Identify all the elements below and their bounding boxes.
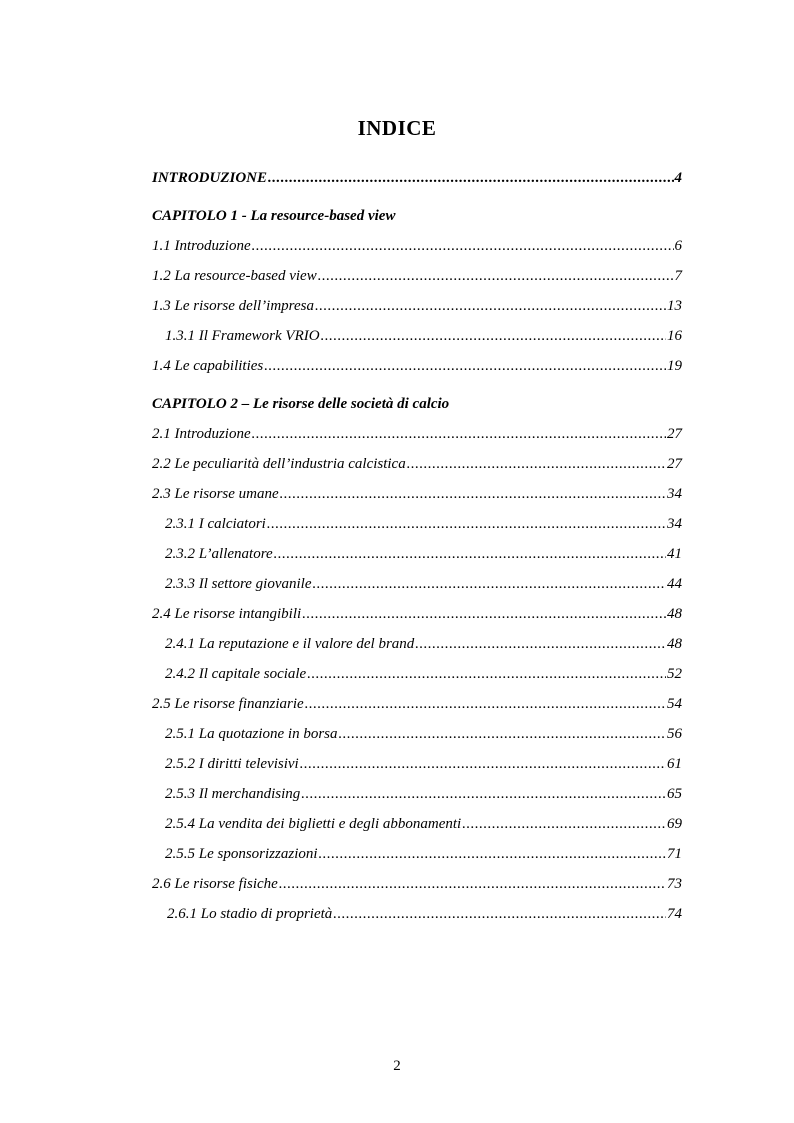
toc-entry-page: 44: [667, 576, 682, 592]
dot-leader: [333, 906, 666, 923]
dot-leader: [268, 170, 673, 187]
toc-entry[interactable]: [152, 268, 682, 298]
toc-chapter-1-heading[interactable]: [152, 208, 682, 238]
toc-entry-label: 1.3 Le risorse dell’impresa: [152, 298, 314, 314]
toc-entry-page: 16: [667, 328, 682, 344]
toc-entry-label: 2.6 Le risorse fisiche: [152, 876, 278, 892]
toc-entry-page: 13: [667, 298, 682, 314]
toc-entry-page: 54: [667, 696, 682, 712]
toc-entry[interactable]: [152, 546, 682, 576]
toc-entry[interactable]: [152, 516, 682, 546]
toc-entry-label: INTRODUZIONE: [152, 170, 268, 186]
dot-leader: [264, 358, 666, 375]
toc-entry[interactable]: [152, 456, 682, 486]
toc-entry-label: CAPITOLO 1 - La resource-based view: [152, 208, 396, 224]
toc-entry-page: 71: [667, 846, 682, 862]
dot-leader: [321, 328, 666, 345]
toc-entry-page: 4: [674, 170, 682, 186]
toc-entry-page: 48: [667, 636, 682, 652]
toc-entry-page: 27: [667, 426, 682, 442]
dot-leader: [274, 546, 666, 563]
toc-entry-page: 61: [667, 756, 682, 772]
toc-entry-label: 2.4.1 La reputazione e il valore del brand: [165, 636, 415, 652]
toc-entry[interactable]: [152, 328, 682, 358]
toc-entry[interactable]: [152, 298, 682, 328]
toc-entry-label: 1.2 La resource-based view: [152, 268, 317, 284]
toc-entry-page: 19: [667, 358, 682, 374]
toc-entry-label: 2.5.4 La vendita dei biglietti e degli abbonamenti: [165, 816, 462, 832]
toc-entry-page: 69: [667, 816, 682, 832]
toc-entry-page: 65: [667, 786, 682, 802]
toc-entry[interactable]: [152, 606, 682, 636]
toc-entry-label: 2.2 Le peculiarità dell’industria calcistica: [152, 456, 406, 472]
dot-leader: [279, 876, 666, 893]
toc-entry-label: 1.3.1 Il Framework VRIO: [165, 328, 320, 344]
toc-entry[interactable]: [152, 906, 682, 936]
dot-leader: [315, 298, 666, 315]
toc-entry[interactable]: [152, 756, 682, 786]
toc-entry[interactable]: [152, 636, 682, 666]
toc-entry-label: 2.5.5 Le sponsorizzazioni: [165, 846, 318, 862]
toc-entry-introduzione[interactable]: [152, 170, 682, 200]
toc-entry-page: 34: [667, 516, 682, 532]
toc-entry-label: 2.3 Le risorse umane: [152, 486, 279, 502]
dot-leader: [313, 576, 667, 593]
toc-entry-label: 2.5.2 I diritti televisivi: [165, 756, 299, 772]
toc-entry-page: 74: [667, 906, 682, 922]
toc-entry[interactable]: [152, 876, 682, 906]
toc-entry-label: 2.3.1 I calciatori: [165, 516, 266, 532]
toc-entry-page: 52: [667, 666, 682, 682]
toc-entry-page: 6: [674, 238, 682, 254]
dot-leader: [462, 816, 666, 833]
dot-leader: [305, 696, 666, 713]
toc-entry-page: 48: [667, 606, 682, 622]
toc-entry-page: 56: [667, 726, 682, 742]
page-number: 2: [393, 1058, 401, 1074]
toc-entry[interactable]: [152, 696, 682, 726]
toc-entry-label: 2.3.2 L’allenatore: [165, 546, 273, 562]
toc-entry[interactable]: [152, 726, 682, 756]
dot-leader: [252, 238, 674, 255]
dot-leader: [407, 456, 666, 473]
toc-entry-page: 7: [674, 268, 682, 284]
toc-entry[interactable]: [152, 238, 682, 268]
toc-entry[interactable]: [152, 846, 682, 876]
toc-entry-label: 2.5.3 Il merchandising: [165, 786, 301, 802]
toc-entry-page: 27: [667, 456, 682, 472]
dot-leader: [301, 786, 666, 803]
dot-leader: [302, 606, 666, 623]
page-title: INDICE: [357, 116, 437, 140]
dot-leader: [319, 846, 666, 863]
toc-entry-label: 2.5 Le risorse finanziarie: [152, 696, 304, 712]
toc-entry-label: 1.1 Introduzione: [152, 238, 251, 254]
toc-entry-label: 1.4 Le capabilities: [152, 358, 264, 374]
toc-entry[interactable]: [152, 576, 682, 606]
dot-leader: [307, 666, 666, 683]
toc-entry[interactable]: [152, 786, 682, 816]
toc-entry-label: 2.4 Le risorse intangibili: [152, 606, 302, 622]
toc-chapter-2-heading[interactable]: [152, 396, 682, 426]
dot-leader: [300, 756, 666, 773]
toc-entry[interactable]: [152, 358, 682, 388]
dot-leader: [415, 636, 666, 653]
dot-leader: [280, 486, 666, 503]
toc-entry-label: 2.1 Introduzione: [152, 426, 251, 442]
toc-entry-label: 2.5.1 La quotazione in borsa: [165, 726, 338, 742]
dot-leader: [252, 426, 666, 443]
toc-entry[interactable]: [152, 666, 682, 696]
toc-entry-label: 2.3.3 Il settore giovanile: [165, 576, 312, 592]
toc-entry-label: 2.6.1 Lo stadio di proprietà: [167, 906, 333, 922]
table-of-contents: [152, 170, 682, 936]
toc-entry-page: 34: [667, 486, 682, 502]
dot-leader: [318, 268, 674, 285]
toc-entry-page: 41: [667, 546, 682, 562]
toc-entry-page: 73: [667, 876, 682, 892]
toc-entry-label: 2.4.2 Il capitale sociale: [165, 666, 307, 682]
toc-entry[interactable]: [152, 816, 682, 846]
toc-entry-label: CAPITOLO 2 – Le risorse delle società di calcio: [152, 396, 450, 412]
dot-leader: [339, 726, 666, 743]
dot-leader: [267, 516, 666, 533]
toc-entry[interactable]: [152, 486, 682, 516]
toc-entry[interactable]: [152, 426, 682, 456]
